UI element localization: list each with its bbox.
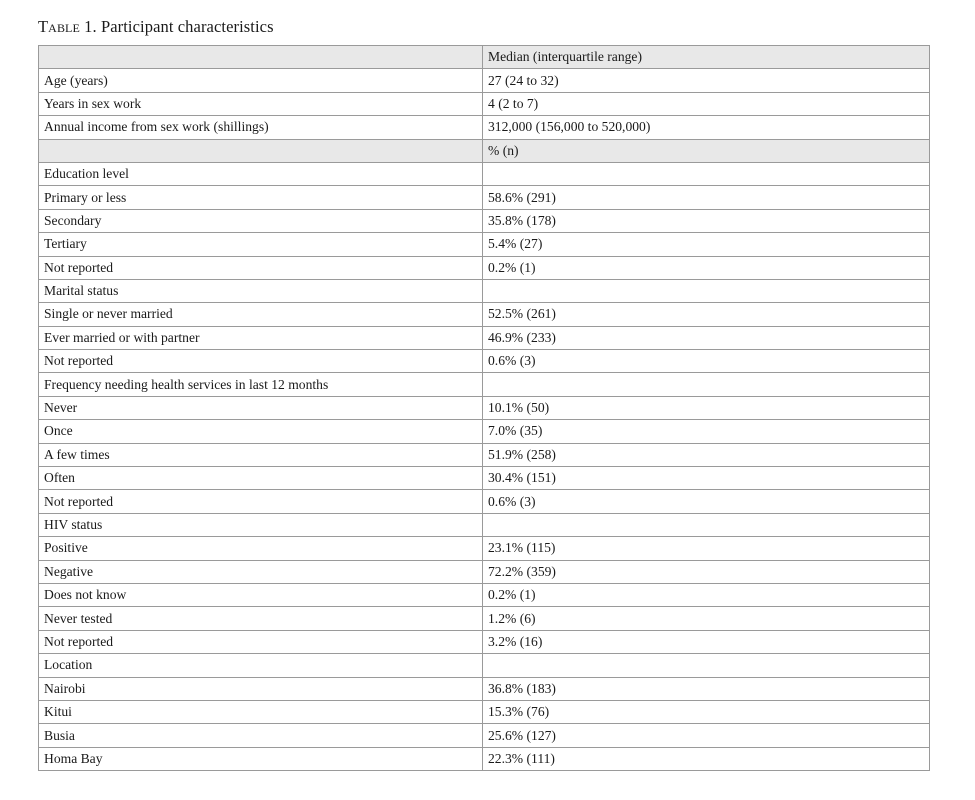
row-value-cell: 27 (24 to 32) <box>483 69 930 92</box>
row-value-cell: % (n) <box>483 139 930 162</box>
row-value-cell: 5.4% (27) <box>483 233 930 256</box>
table-row <box>39 700 930 723</box>
table-row <box>39 420 930 443</box>
row-label-cell: Not reported <box>39 350 483 373</box>
table-caption <box>38 17 274 37</box>
table-row <box>39 560 930 583</box>
row-label-cell: Location <box>39 654 483 677</box>
row-value-cell: 36.8% (183) <box>483 677 930 700</box>
row-label-cell: Ever married or with partner <box>39 326 483 349</box>
row-label-cell: Education level <box>39 162 483 185</box>
row-value-cell: 0.2% (1) <box>483 583 930 606</box>
row-label-cell: Annual income from sex work (shillings) <box>39 116 483 139</box>
row-value-cell: 1.2% (6) <box>483 607 930 630</box>
row-value-cell: 10.1% (50) <box>483 396 930 419</box>
table-row <box>39 724 930 747</box>
table-row <box>39 396 930 419</box>
row-label-cell: Frequency needing health services in last 12 months <box>39 373 483 396</box>
row-label-cell: Secondary <box>39 209 483 232</box>
row-value-cell: 0.6% (3) <box>483 490 930 513</box>
table-header-row <box>39 139 930 162</box>
row-value-cell: 30.4% (151) <box>483 467 930 490</box>
row-label-cell: Years in sex work <box>39 92 483 115</box>
row-label-cell: Often <box>39 467 483 490</box>
row-value-cell: 15.3% (76) <box>483 700 930 723</box>
table-section-row <box>39 654 930 677</box>
table-section-row <box>39 373 930 396</box>
table-row <box>39 607 930 630</box>
table-header-row <box>39 46 930 69</box>
row-label-cell: Busia <box>39 724 483 747</box>
row-value-cell: 72.2% (359) <box>483 560 930 583</box>
table-row <box>39 69 930 92</box>
row-label-cell: Positive <box>39 537 483 560</box>
row-label-cell: Primary or less <box>39 186 483 209</box>
row-value-cell: 51.9% (258) <box>483 443 930 466</box>
row-label-cell: Never <box>39 396 483 419</box>
table-row <box>39 467 930 490</box>
row-value-cell <box>483 373 930 396</box>
table-row <box>39 256 930 279</box>
row-value-cell <box>483 513 930 536</box>
row-value-cell <box>483 279 930 302</box>
table-row <box>39 537 930 560</box>
table-section-row <box>39 162 930 185</box>
table-row <box>39 186 930 209</box>
row-value-cell: 0.6% (3) <box>483 350 930 373</box>
row-label-cell: Not reported <box>39 490 483 513</box>
row-value-cell: 0.2% (1) <box>483 256 930 279</box>
row-value-cell: 46.9% (233) <box>483 326 930 349</box>
table-row <box>39 116 930 139</box>
row-value-cell <box>483 654 930 677</box>
row-value-cell: Median (interquartile range) <box>483 46 930 69</box>
row-label-cell: Never tested <box>39 607 483 630</box>
table-row <box>39 490 930 513</box>
table-row <box>39 443 930 466</box>
table-row <box>39 92 930 115</box>
row-value-cell: 312,000 (156,000 to 520,000) <box>483 116 930 139</box>
row-label-cell: Not reported <box>39 630 483 653</box>
row-label-cell: Kitui <box>39 700 483 723</box>
row-value-cell: 4 (2 to 7) <box>483 92 930 115</box>
row-label-cell: Once <box>39 420 483 443</box>
table-caption-title: Participant characteristics <box>96 17 274 36</box>
row-value-cell: 7.0% (35) <box>483 420 930 443</box>
row-label-cell: Not reported <box>39 256 483 279</box>
table-row <box>39 233 930 256</box>
row-label-cell: Does not know <box>39 583 483 606</box>
row-label-cell: Marital status <box>39 279 483 302</box>
table-section-row <box>39 513 930 536</box>
row-value-cell: 22.3% (111) <box>483 747 930 770</box>
row-label-cell: Homa Bay <box>39 747 483 770</box>
table-caption-label: Table 1. <box>38 17 97 36</box>
row-label-cell <box>39 139 483 162</box>
table-row <box>39 326 930 349</box>
row-value-cell: 58.6% (291) <box>483 186 930 209</box>
table-row <box>39 747 930 770</box>
table-row <box>39 583 930 606</box>
table-row <box>39 303 930 326</box>
table-body <box>39 46 930 771</box>
table-row <box>39 630 930 653</box>
row-value-cell: 23.1% (115) <box>483 537 930 560</box>
row-value-cell: 3.2% (16) <box>483 630 930 653</box>
row-label-cell: HIV status <box>39 513 483 536</box>
table-row <box>39 677 930 700</box>
table-row <box>39 209 930 232</box>
row-value-cell <box>483 162 930 185</box>
table-section-row <box>39 279 930 302</box>
table-row <box>39 350 930 373</box>
row-value-cell: 25.6% (127) <box>483 724 930 747</box>
participant-characteristics-table <box>38 45 930 771</box>
row-label-cell: Tertiary <box>39 233 483 256</box>
row-label-cell: Negative <box>39 560 483 583</box>
row-value-cell: 35.8% (178) <box>483 209 930 232</box>
row-label-cell: Nairobi <box>39 677 483 700</box>
row-label-cell <box>39 46 483 69</box>
row-label-cell: Single or never married <box>39 303 483 326</box>
row-value-cell: 52.5% (261) <box>483 303 930 326</box>
row-label-cell: Age (years) <box>39 69 483 92</box>
row-label-cell: A few times <box>39 443 483 466</box>
